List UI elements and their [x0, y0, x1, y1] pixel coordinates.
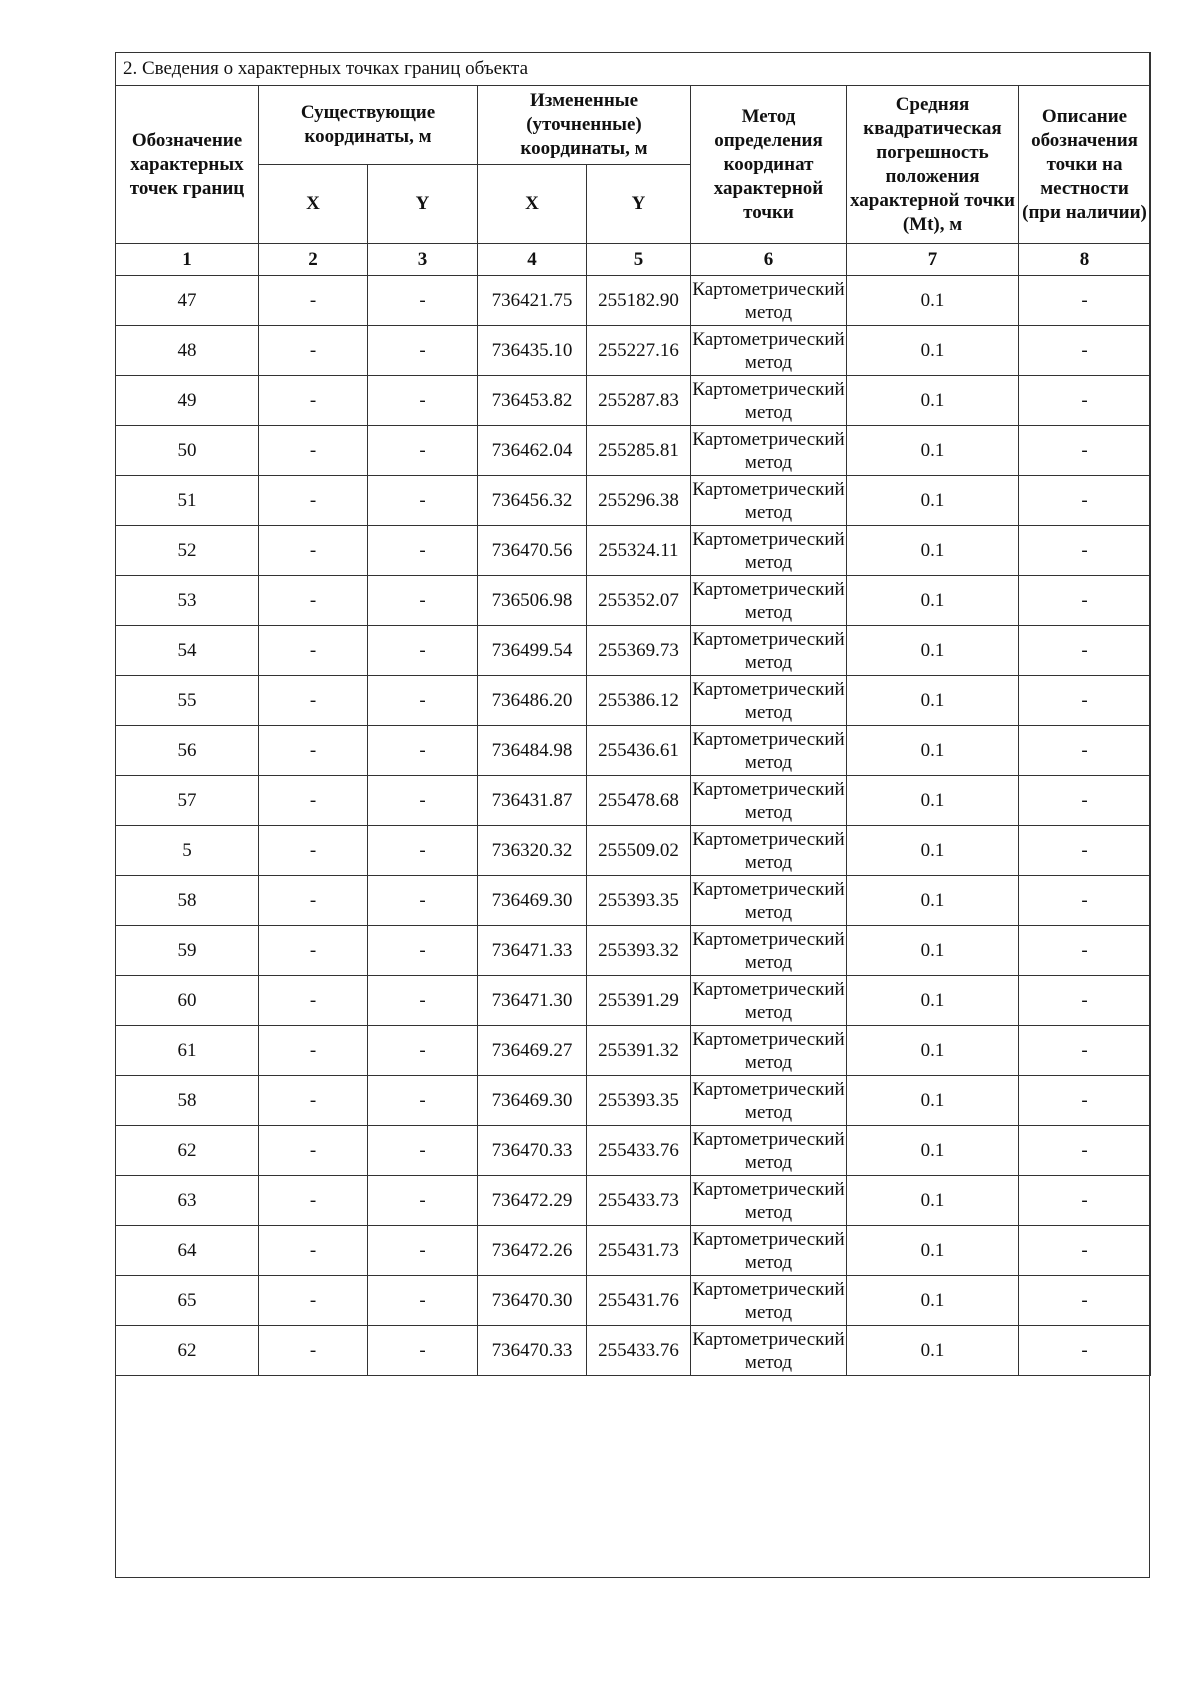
cell-mean-error: 0.1 — [847, 276, 1019, 326]
cell-point: 52 — [116, 526, 259, 576]
cell-existing-x: - — [259, 326, 368, 376]
cell-existing-y: - — [368, 926, 478, 976]
cell-x: 736456.32 — [478, 476, 587, 526]
cell-y: 255431.76 — [587, 1276, 691, 1326]
cell-mean-error: 0.1 — [847, 626, 1019, 676]
cell-x: 736435.10 — [478, 326, 587, 376]
cell-existing-y: - — [368, 526, 478, 576]
cell-point: 57 — [116, 776, 259, 826]
header-existing-coordinates: Существующие координаты, м — [259, 86, 478, 165]
cell-existing-x: - — [259, 276, 368, 326]
header-method: Метод определения координат характерной точки — [691, 86, 847, 244]
cell-description: - — [1019, 1126, 1151, 1176]
cell-existing-x: - — [259, 1126, 368, 1176]
cell-y: 255393.35 — [587, 876, 691, 926]
cell-existing-x: - — [259, 876, 368, 926]
column-numbers-row — [116, 244, 1151, 276]
cell-point: 51 — [116, 476, 259, 526]
cell-existing-x: - — [259, 626, 368, 676]
column-number: 3 — [368, 244, 478, 276]
table-row — [116, 1126, 1151, 1176]
cell-existing-x: - — [259, 1276, 368, 1326]
cell-existing-y: - — [368, 1226, 478, 1276]
cell-y: 255182.90 — [587, 276, 691, 326]
cell-mean-error: 0.1 — [847, 526, 1019, 576]
cell-existing-y: - — [368, 826, 478, 876]
cell-description: - — [1019, 426, 1151, 476]
cell-existing-y: - — [368, 676, 478, 726]
cell-y: 255393.35 — [587, 1076, 691, 1126]
cell-existing-x: - — [259, 426, 368, 476]
cell-description: - — [1019, 526, 1151, 576]
cell-point: 58 — [116, 876, 259, 926]
cell-method: Картометрический метод — [691, 1176, 847, 1226]
cell-point: 62 — [116, 1326, 259, 1376]
cell-y: 255324.11 — [587, 526, 691, 576]
cell-method: Картометрический метод — [691, 926, 847, 976]
cell-existing-y: - — [368, 1026, 478, 1076]
cell-x: 736470.30 — [478, 1276, 587, 1326]
cell-point: 47 — [116, 276, 259, 326]
cell-mean-error: 0.1 — [847, 976, 1019, 1026]
header-point-designation: Обозначение характерных точек границ — [116, 86, 259, 244]
cell-y: 255433.76 — [587, 1126, 691, 1176]
cell-method: Картометрический метод — [691, 276, 847, 326]
cell-x: 736421.75 — [478, 276, 587, 326]
table-row — [116, 1326, 1151, 1376]
cell-x: 736486.20 — [478, 676, 587, 726]
cell-x: 736470.33 — [478, 1126, 587, 1176]
cell-point: 65 — [116, 1276, 259, 1326]
cell-y: 255478.68 — [587, 776, 691, 826]
header-changed-x: X — [478, 165, 587, 244]
cell-existing-x: - — [259, 1326, 368, 1376]
cell-method: Картометрический метод — [691, 1026, 847, 1076]
cell-point: 63 — [116, 1176, 259, 1226]
cell-y: 255509.02 — [587, 826, 691, 876]
boundary-points-table — [115, 52, 1151, 1376]
cell-method: Картометрический метод — [691, 376, 847, 426]
cell-y: 255296.38 — [587, 476, 691, 526]
cell-method: Картометрический метод — [691, 726, 847, 776]
table-row — [116, 576, 1151, 626]
cell-description: - — [1019, 626, 1151, 676]
cell-point: 58 — [116, 1076, 259, 1126]
cell-point: 5 — [116, 826, 259, 876]
cell-existing-y: - — [368, 626, 478, 676]
cell-point: 59 — [116, 926, 259, 976]
cell-mean-error: 0.1 — [847, 1026, 1019, 1076]
cell-method: Картометрический метод — [691, 1276, 847, 1326]
section-title: 2. Сведения о характерных точках границ объекта — [116, 53, 1151, 86]
cell-point: 56 — [116, 726, 259, 776]
table-row — [116, 926, 1151, 976]
header-changed-y: Y — [587, 165, 691, 244]
cell-description: - — [1019, 726, 1151, 776]
cell-mean-error: 0.1 — [847, 426, 1019, 476]
table-row — [116, 1026, 1151, 1076]
cell-x: 736472.29 — [478, 1176, 587, 1226]
cell-mean-error: 0.1 — [847, 1126, 1019, 1176]
cell-x: 736499.54 — [478, 626, 587, 676]
cell-method: Картометрический метод — [691, 626, 847, 676]
table-row — [116, 776, 1151, 826]
cell-existing-y: - — [368, 576, 478, 626]
cell-existing-x: - — [259, 476, 368, 526]
cell-description: - — [1019, 1226, 1151, 1276]
cell-existing-x: - — [259, 826, 368, 876]
cell-y: 255391.29 — [587, 976, 691, 1026]
cell-description: - — [1019, 1326, 1151, 1376]
table-body — [116, 276, 1151, 1376]
table-row — [116, 476, 1151, 526]
table-row — [116, 1226, 1151, 1276]
cell-x: 736506.98 — [478, 576, 587, 626]
cell-y: 255369.73 — [587, 626, 691, 676]
cell-method: Картометрический метод — [691, 976, 847, 1026]
table-row — [116, 726, 1151, 776]
cell-existing-x: - — [259, 776, 368, 826]
cell-point: 60 — [116, 976, 259, 1026]
cell-existing-x: - — [259, 1026, 368, 1076]
cell-existing-y: - — [368, 376, 478, 426]
cell-existing-y: - — [368, 1276, 478, 1326]
cell-existing-y: - — [368, 426, 478, 476]
cell-mean-error: 0.1 — [847, 726, 1019, 776]
cell-point: 55 — [116, 676, 259, 726]
cell-existing-y: - — [368, 326, 478, 376]
column-number: 6 — [691, 244, 847, 276]
table-row — [116, 1176, 1151, 1226]
cell-method: Картометрический метод — [691, 526, 847, 576]
cell-existing-x: - — [259, 526, 368, 576]
cell-existing-y: - — [368, 476, 478, 526]
cell-mean-error: 0.1 — [847, 476, 1019, 526]
cell-existing-x: - — [259, 376, 368, 426]
cell-mean-error: 0.1 — [847, 1076, 1019, 1126]
cell-description: - — [1019, 976, 1151, 1026]
cell-method: Картометрический метод — [691, 1126, 847, 1176]
cell-existing-y: - — [368, 1076, 478, 1126]
cell-existing-y: - — [368, 1326, 478, 1376]
cell-x: 736469.30 — [478, 876, 587, 926]
header-description: Описание обозначения точки на местности (при наличии) — [1019, 86, 1151, 244]
cell-point: 50 — [116, 426, 259, 476]
cell-existing-y: - — [368, 726, 478, 776]
cell-description: - — [1019, 476, 1151, 526]
cell-description: - — [1019, 376, 1151, 426]
table-row — [116, 276, 1151, 326]
table-row — [116, 1076, 1151, 1126]
cell-x: 736469.27 — [478, 1026, 587, 1076]
cell-method: Картометрический метод — [691, 476, 847, 526]
cell-description: - — [1019, 676, 1151, 726]
table-row — [116, 376, 1151, 426]
cell-existing-x: - — [259, 576, 368, 626]
cell-description: - — [1019, 876, 1151, 926]
cell-point: 61 — [116, 1026, 259, 1076]
cell-point: 53 — [116, 576, 259, 626]
cell-method: Картометрический метод — [691, 576, 847, 626]
cell-mean-error: 0.1 — [847, 676, 1019, 726]
cell-method: Картометрический метод — [691, 876, 847, 926]
cell-x: 736453.82 — [478, 376, 587, 426]
cell-mean-error: 0.1 — [847, 1226, 1019, 1276]
table-row — [116, 976, 1151, 1026]
cell-y: 255391.32 — [587, 1026, 691, 1076]
header-existing-y: Y — [368, 165, 478, 244]
cell-y: 255431.73 — [587, 1226, 691, 1276]
cell-y: 255227.16 — [587, 326, 691, 376]
column-number: 4 — [478, 244, 587, 276]
cell-x: 736470.33 — [478, 1326, 587, 1376]
cell-x: 736471.33 — [478, 926, 587, 976]
column-number: 8 — [1019, 244, 1151, 276]
cell-mean-error: 0.1 — [847, 926, 1019, 976]
cell-method: Картометрический метод — [691, 776, 847, 826]
cell-y: 255287.83 — [587, 376, 691, 426]
cell-method: Картометрический метод — [691, 326, 847, 376]
column-number: 2 — [259, 244, 368, 276]
cell-x: 736470.56 — [478, 526, 587, 576]
cell-description: - — [1019, 1176, 1151, 1226]
cell-description: - — [1019, 1076, 1151, 1126]
column-number: 1 — [116, 244, 259, 276]
cell-method: Картометрический метод — [691, 426, 847, 476]
cell-point: 64 — [116, 1226, 259, 1276]
table-row — [116, 876, 1151, 926]
column-number: 7 — [847, 244, 1019, 276]
cell-point: 49 — [116, 376, 259, 426]
cell-mean-error: 0.1 — [847, 1176, 1019, 1226]
cell-mean-error: 0.1 — [847, 826, 1019, 876]
cell-point: 62 — [116, 1126, 259, 1176]
cell-existing-x: - — [259, 726, 368, 776]
cell-x: 736462.04 — [478, 426, 587, 476]
cell-method: Картометрический метод — [691, 1326, 847, 1376]
cell-existing-x: - — [259, 1076, 368, 1126]
cell-x: 736471.30 — [478, 976, 587, 1026]
table-row — [116, 676, 1151, 726]
table-row — [116, 1276, 1151, 1326]
column-number: 5 — [587, 244, 691, 276]
cell-point: 48 — [116, 326, 259, 376]
cell-y: 255386.12 — [587, 676, 691, 726]
table-row — [116, 826, 1151, 876]
table-row — [116, 326, 1151, 376]
cell-existing-y: - — [368, 1126, 478, 1176]
cell-description: - — [1019, 1276, 1151, 1326]
cell-mean-error: 0.1 — [847, 876, 1019, 926]
cell-y: 255433.76 — [587, 1326, 691, 1376]
cell-existing-x: - — [259, 926, 368, 976]
cell-mean-error: 0.1 — [847, 776, 1019, 826]
cell-mean-error: 0.1 — [847, 1276, 1019, 1326]
cell-mean-error: 0.1 — [847, 1326, 1019, 1376]
cell-y: 255436.61 — [587, 726, 691, 776]
cell-description: - — [1019, 926, 1151, 976]
table-row — [116, 426, 1151, 476]
cell-mean-error: 0.1 — [847, 576, 1019, 626]
cell-method: Картометрический метод — [691, 1226, 847, 1276]
cell-x: 736472.26 — [478, 1226, 587, 1276]
header-mean-error: Средняя квадратическая погрешность положения характерной точки (Mt), м — [847, 86, 1019, 244]
cell-description: - — [1019, 276, 1151, 326]
cell-mean-error: 0.1 — [847, 326, 1019, 376]
cell-existing-x: - — [259, 1176, 368, 1226]
cell-description: - — [1019, 576, 1151, 626]
cell-existing-y: - — [368, 276, 478, 326]
cell-description: - — [1019, 326, 1151, 376]
cell-x: 736484.98 — [478, 726, 587, 776]
cell-description: - — [1019, 1026, 1151, 1076]
cell-x: 736469.30 — [478, 1076, 587, 1126]
cell-x: 736431.87 — [478, 776, 587, 826]
cell-existing-y: - — [368, 776, 478, 826]
header-changed-coordinates: Измененные (уточненные) координаты, м — [478, 86, 691, 165]
cell-method: Картометрический метод — [691, 826, 847, 876]
cell-description: - — [1019, 776, 1151, 826]
cell-y: 255352.07 — [587, 576, 691, 626]
cell-y: 255285.81 — [587, 426, 691, 476]
cell-mean-error: 0.1 — [847, 376, 1019, 426]
cell-existing-y: - — [368, 1176, 478, 1226]
cell-point: 54 — [116, 626, 259, 676]
cell-existing-x: - — [259, 976, 368, 1026]
cell-x: 736320.32 — [478, 826, 587, 876]
cell-existing-x: - — [259, 1226, 368, 1276]
cell-method: Картометрический метод — [691, 1076, 847, 1126]
cell-description: - — [1019, 826, 1151, 876]
table-row — [116, 526, 1151, 576]
cell-existing-y: - — [368, 876, 478, 926]
cell-y: 255393.32 — [587, 926, 691, 976]
table-row — [116, 626, 1151, 676]
header-existing-x: X — [259, 165, 368, 244]
cell-method: Картометрический метод — [691, 676, 847, 726]
cell-y: 255433.73 — [587, 1176, 691, 1226]
cell-existing-x: - — [259, 676, 368, 726]
cell-existing-y: - — [368, 976, 478, 1026]
